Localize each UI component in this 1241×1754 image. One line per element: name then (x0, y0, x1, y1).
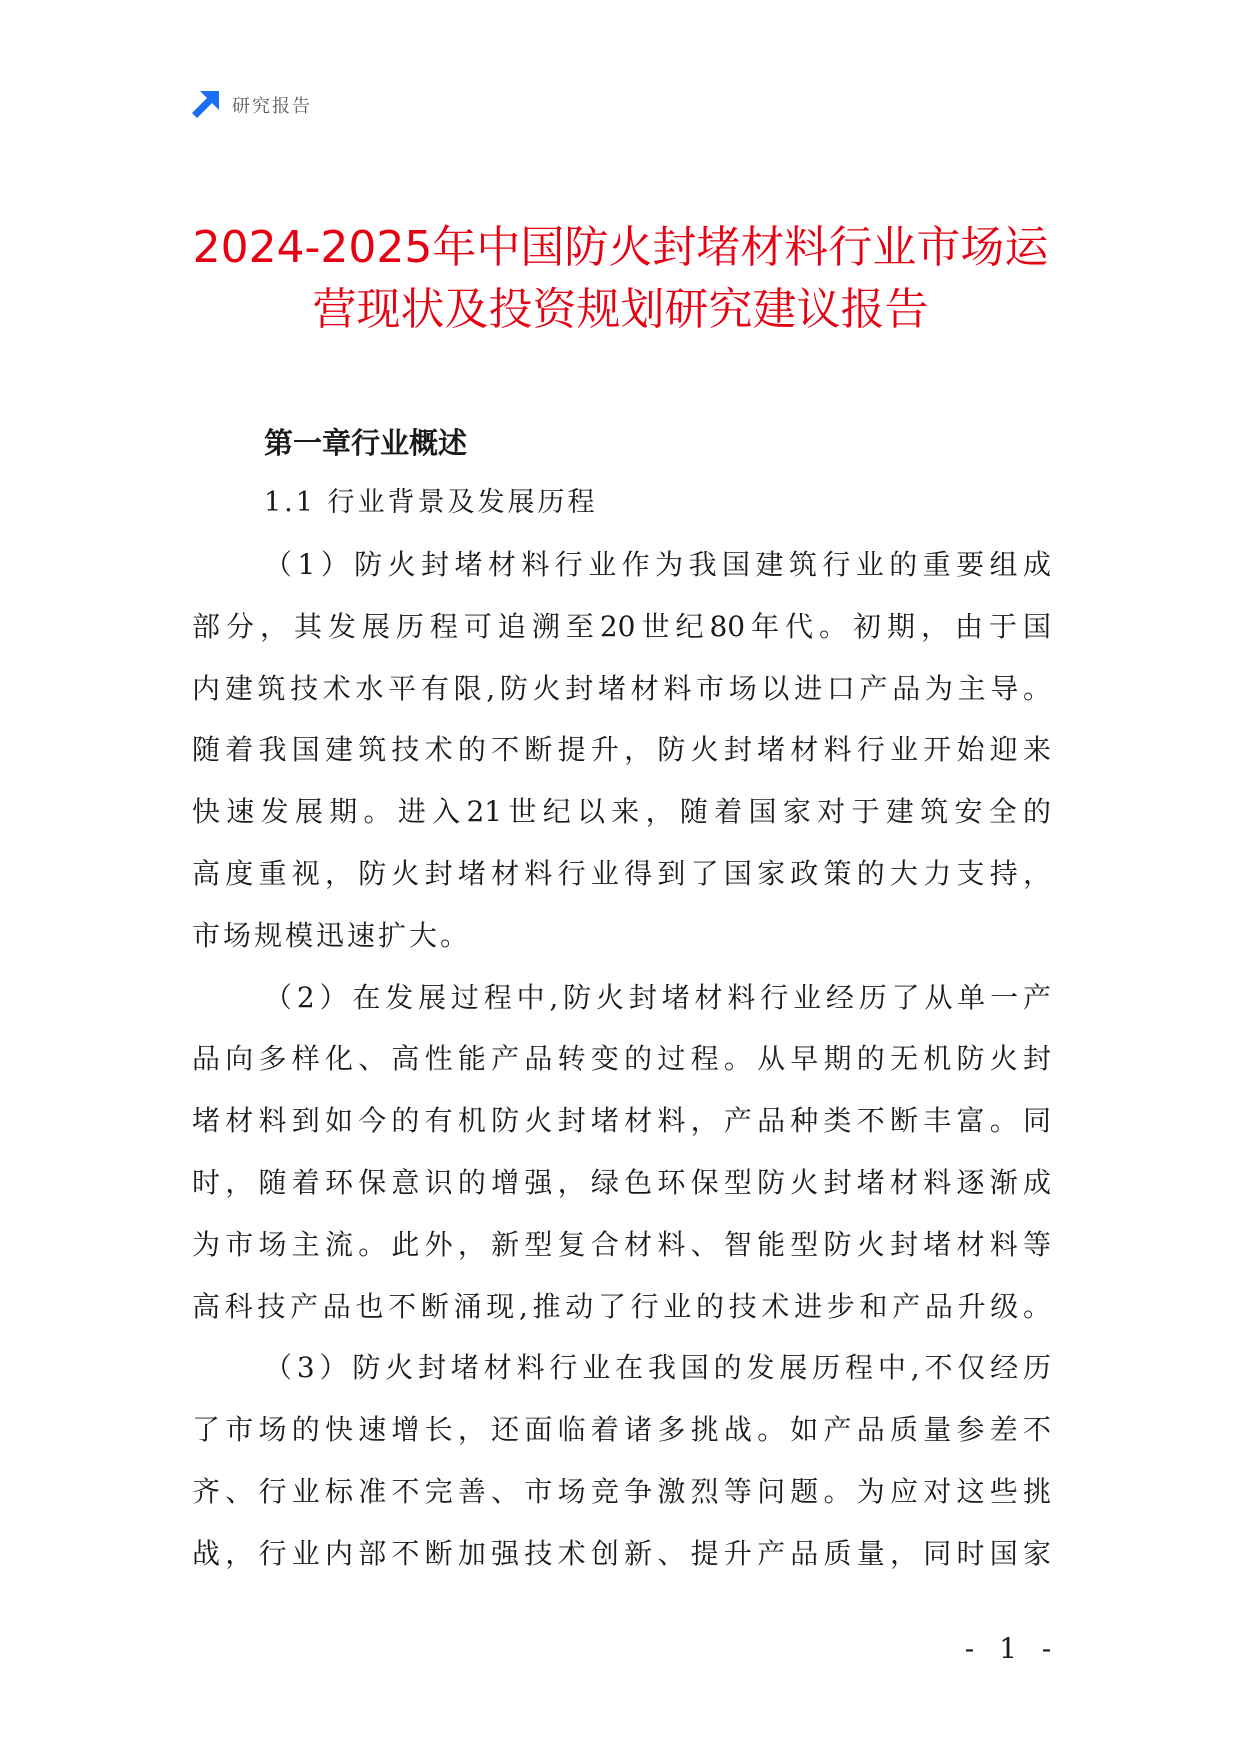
report-title-line: 营现状及投资规划研究建议报告 (312, 284, 929, 335)
paragraph-line: 堵材料到如今的有机防火封堵材料，产品种类不断丰富。同 (192, 1104, 1051, 1138)
paragraph-line: 齐、行业标准不完善、市场竞争激烈等问题。为应对这些挑 (192, 1474, 1051, 1508)
body-text (192, 534, 1051, 1585)
paragraph-1 (192, 534, 1051, 967)
paragraph-line: 品向多样化、高性能产品转变的过程。从早期的无机防火封 (192, 1042, 1051, 1076)
page-number: - 1 - (964, 1632, 1060, 1665)
report-title-line: 2024-2025年中国防火封堵材料行业市场运 (192, 222, 1049, 273)
header-label: 研究报告 (232, 96, 312, 117)
chapter-heading: 第一章行业概述 (264, 426, 468, 460)
paragraph-line: 时，随着环保意识的增强，绿色环保型防火封堵材料逐渐成 (192, 1165, 1051, 1199)
paragraph-2 (192, 967, 1051, 1338)
paragraph-line: 高科技产品也不断涌现,推动了行业的技术进步和产品升级。 (192, 1289, 1051, 1323)
page-header (190, 88, 312, 122)
paragraph-line: 了市场的快速增长，还面临着诸多挑战。如产品质量参差不 (192, 1413, 1051, 1447)
arrow-up-right-logo-icon (190, 90, 220, 120)
paragraph-3 (192, 1337, 1051, 1584)
paragraph-line: 战，行业内部不断加强技术创新、提升产品质量，同时国家 (192, 1536, 1051, 1570)
paragraph-line: 内建筑技术水平有限,防火封堵材料市场以进口产品为主导。 (192, 671, 1051, 705)
paragraph-line: 快速发展期。进入21世纪以来，随着国家对于建筑安全的 (192, 795, 1051, 829)
paragraph-line: 高度重视，防火封堵材料行业得到了国家政策的大力支持， (192, 856, 1051, 890)
report-title (0, 217, 1241, 341)
paragraph-line: 为市场主流。此外，新型复合材料、智能型防火封堵材料等 (192, 1227, 1051, 1261)
paragraph-line: 市场规模迅速扩大。 (192, 918, 472, 952)
paragraph-line: （1）防火封堵材料行业作为我国建筑行业的重要组成 (264, 548, 1051, 581)
paragraph-line: （2）在发展过程中,防火封堵材料行业经历了从单一产 (264, 980, 1051, 1014)
section-heading: 1.1 行业背景及发展历程 (264, 487, 598, 518)
paragraph-line: 部分，其发展历程可追溯至20世纪80年代。初期，由于国 (192, 609, 1051, 643)
paragraph-line: （3）防火封堵材料行业在我国的发展历程中,不仅经历 (264, 1351, 1051, 1385)
paragraph-line: 随着我国建筑技术的不断提升，防火封堵材料行业开始迎来 (192, 733, 1051, 767)
